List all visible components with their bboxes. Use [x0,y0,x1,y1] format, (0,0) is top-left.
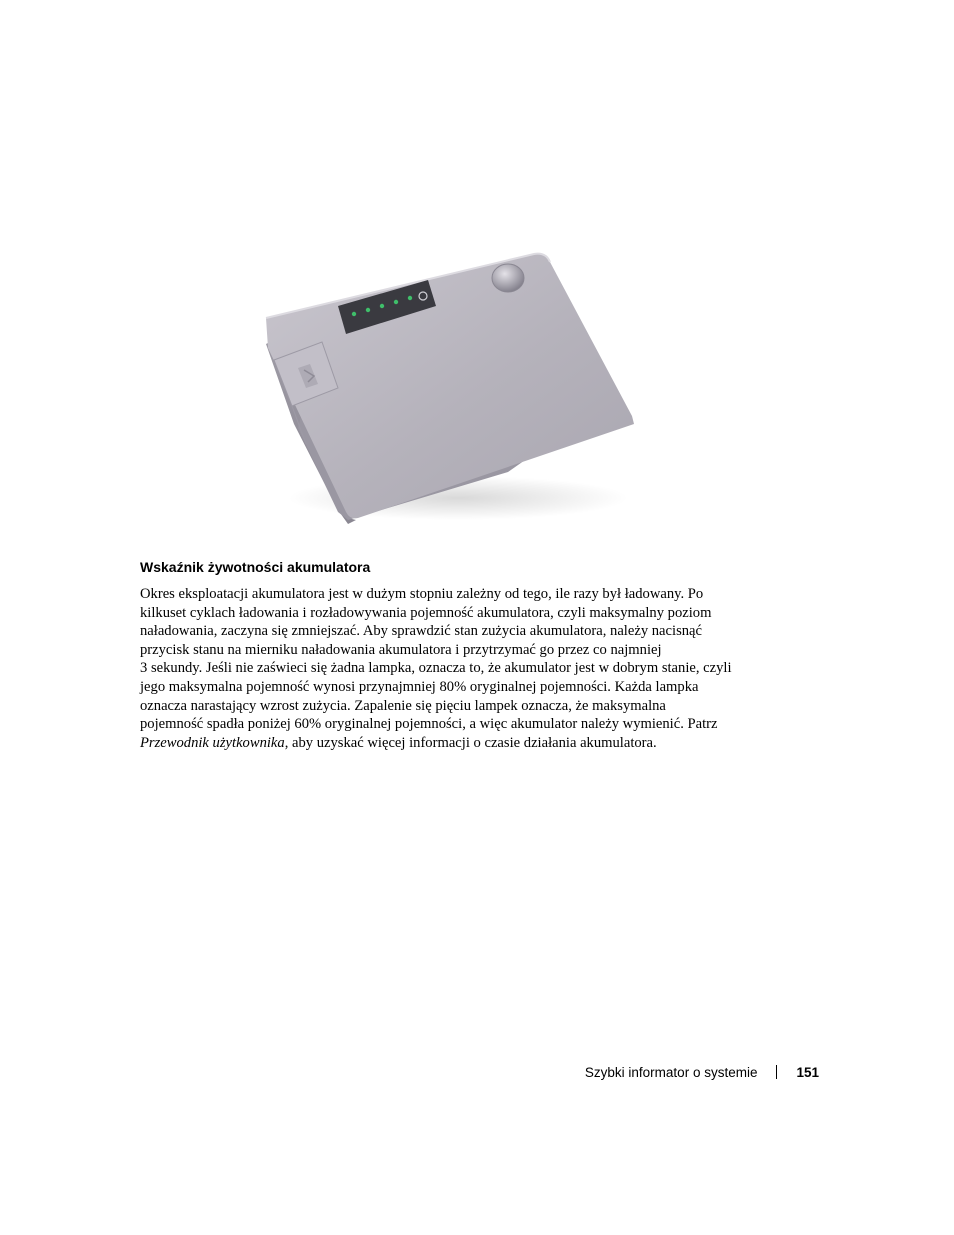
paragraph-line: oznacza narastający wzrost zużycia. Zapalenie się pięciu lampek oznacza, że maksymalna [140,697,666,714]
footer-title: Szybki informator o systemie [584,1064,758,1080]
battery-image [258,248,638,528]
guide-title-reference: Przewodnik użytkownika [140,734,285,751]
paragraph-line: naładowania, zaczyna się zmniejszać. Aby sprawdzić stan zużycia akumulatora, należy nacisnąć [140,623,703,640]
page-number: 151 [796,1064,819,1080]
paragraph-line: kilkuset cyklach ładowania i rozładowywania pojemność akumulatora, czyli maksymalny poziom [140,604,712,621]
paragraph-line: przycisk stanu na mierniku naładowania akumulatora i przytrzymać go przez co najmniej [140,641,662,658]
paragraph-line: pojemność spadła poniżej 60% oryginalnej pojemności, a więc akumulator należy wymienić. Patrz [140,716,718,733]
paragraph-line: jego maksymalna pojemność wynosi przynajmniej 80% oryginalnej pojemności. Każda lampka [140,678,699,695]
section-heading: Wskaźnik żywotności akumulatora [140,559,371,575]
paragraph-line-last [140,734,780,753]
page-footer [585,1063,819,1081]
paragraph-line: 3 sekundy. Jeśli nie zaświeci się żadna lampka, oznacza to, że akumulator jest w dobrym stanie, czyli [140,660,732,677]
paragraph-line-rest: , aby uzyskać więcej informacji o czasie działania akumulatora. [284,734,657,751]
paragraph-line: Okres eksploatacji akumulatora jest w dużym stopniu zależny od tego, ile razy był ładowany. Po [140,586,704,602]
body-paragraph [140,585,780,752]
footer-separator [776,1065,777,1079]
